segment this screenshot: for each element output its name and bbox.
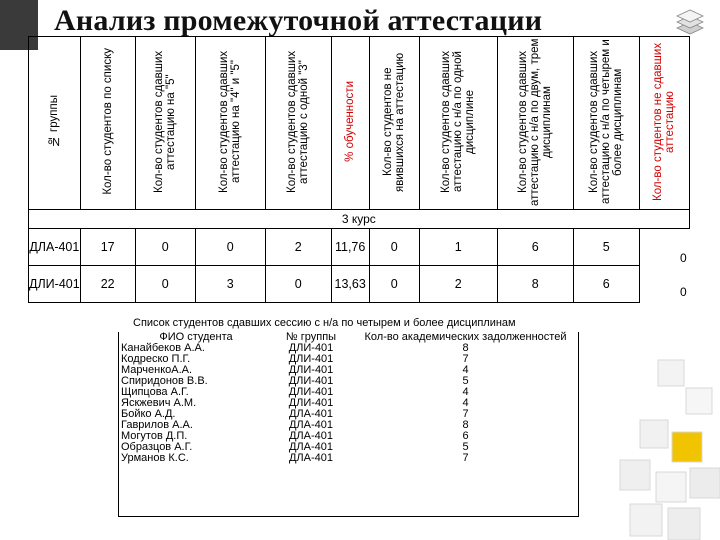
student-name: Могутов Д.П.	[121, 430, 188, 443]
student-debts: 5	[462, 375, 469, 388]
table-cell: 2	[265, 229, 331, 266]
student-group: ДЛИ-401	[288, 386, 334, 399]
course-row	[29, 210, 690, 229]
student-debts: 7	[462, 353, 469, 366]
table-cell: 0	[135, 229, 195, 266]
table-cell: 3	[195, 266, 265, 303]
student-debts: 4	[462, 386, 469, 399]
table-cell: 22	[80, 266, 135, 303]
student-name: Яскжевич А.М.	[121, 397, 197, 410]
stacked-pages-logo-icon	[673, 6, 707, 40]
student-group: ДЛА-401	[288, 441, 334, 454]
course-label: 3 курс	[29, 210, 690, 229]
header-total: Кол-во студентов по списку	[80, 37, 135, 210]
not-passed-value: 0	[680, 251, 687, 265]
student-group: ДЛИ-401	[288, 353, 334, 366]
student-debts: 8	[462, 342, 469, 355]
student-debts: 7	[462, 452, 469, 465]
header-na-four: Кол-во студентов сдавших аттестацию с н/а по четырем и более дисциплинам	[573, 37, 639, 210]
header-one-3: Кол-во студентов сдавших аттестацию с одной "3"	[265, 37, 331, 210]
student-debts: 8	[462, 419, 469, 432]
student-group: ДЛИ-401	[288, 397, 334, 410]
group-cell: ДЛИ-401	[29, 266, 81, 303]
header-absent: Кол-во студентов не явившихся на аттестацию	[369, 37, 419, 210]
student-name: Щипцова А.Г.	[121, 386, 189, 399]
student-name: Спиридонов В.В.	[121, 375, 208, 388]
student-debts: 4	[462, 397, 469, 410]
table-cell: 6	[573, 266, 639, 303]
header-group: № группы	[29, 37, 81, 210]
list-title: Список студентов сдавших сессию с н/а по четырем и более дисциплинам	[133, 317, 516, 329]
table-cell: 1	[419, 229, 497, 266]
table-cell: 5	[573, 229, 639, 266]
header-na-one: Кол-во студентов сдавших аттестацию с н/а по одной дисциплине	[419, 37, 497, 210]
student-name: МарченкоА.А.	[121, 364, 193, 377]
header-not-passed: Кол-во студентов не сдавших аттестацию	[639, 37, 689, 210]
header-na-two-three: Кол-во студентов сдавших аттестацию с н/а по двум, трем дисциплинам	[497, 37, 573, 210]
table-cell: 0	[265, 266, 331, 303]
student-group: ДЛИ-401	[288, 342, 334, 355]
header-grade-5: Кол-во студентов сдавших аттестацию на "5"	[135, 37, 195, 210]
student-group: ДЛИ-401	[288, 375, 334, 388]
table-cell: 2	[419, 266, 497, 303]
table-cell: 6	[497, 229, 573, 266]
list-header-name: ФИО студента	[159, 331, 233, 344]
table-cell: 17	[80, 229, 135, 266]
list-row	[118, 453, 580, 464]
student-debts: 5	[462, 441, 469, 454]
header-grade-4-5: Кол-во студентов сдавших аттестацию на "4" и "5"	[195, 37, 265, 210]
group-cell: ДЛА-401	[29, 229, 81, 266]
slide-title: Анализ промежуточной аттестации	[54, 4, 543, 37]
student-name: Канайбеков А.А.	[121, 342, 205, 355]
table-cell: 0	[135, 266, 195, 303]
table-cell: 0	[369, 266, 419, 303]
table-row	[29, 266, 690, 303]
student-group: ДЛА-401	[288, 430, 334, 443]
not-passed-value: 0	[680, 285, 687, 299]
table-cell: 0	[195, 229, 265, 266]
table-cell: 11,76	[331, 229, 369, 266]
list-header-group: № группы	[285, 331, 337, 344]
student-name: Гаврилов А.А.	[121, 419, 193, 432]
table-cell: 13,63	[331, 266, 369, 303]
student-group: ДЛИ-401	[288, 364, 334, 377]
header-percent: % обученности	[331, 37, 369, 210]
student-group: ДЛА-401	[288, 408, 334, 421]
student-name: Образцов А.Г.	[121, 441, 193, 454]
table-cell: 0	[369, 229, 419, 266]
cubes-decoration	[600, 340, 720, 540]
student-debts: 4	[462, 364, 469, 377]
list-row	[118, 420, 580, 431]
student-list	[118, 332, 580, 464]
table-row	[29, 229, 690, 266]
student-name: Бойко А.Д.	[121, 408, 176, 421]
student-debts: 7	[462, 408, 469, 421]
list-header-debts: Кол-во академических задолженностей	[364, 331, 567, 344]
student-name: Урманов К.С.	[121, 452, 189, 465]
attestation-table	[28, 36, 690, 303]
student-name: Кодреско П.Г.	[121, 353, 191, 366]
student-group: ДЛА-401	[288, 419, 334, 432]
student-debts: 6	[462, 430, 469, 443]
student-group: ДЛА-401	[288, 452, 334, 465]
list-row	[118, 398, 580, 409]
table-cell: 8	[497, 266, 573, 303]
header-row	[29, 37, 690, 210]
